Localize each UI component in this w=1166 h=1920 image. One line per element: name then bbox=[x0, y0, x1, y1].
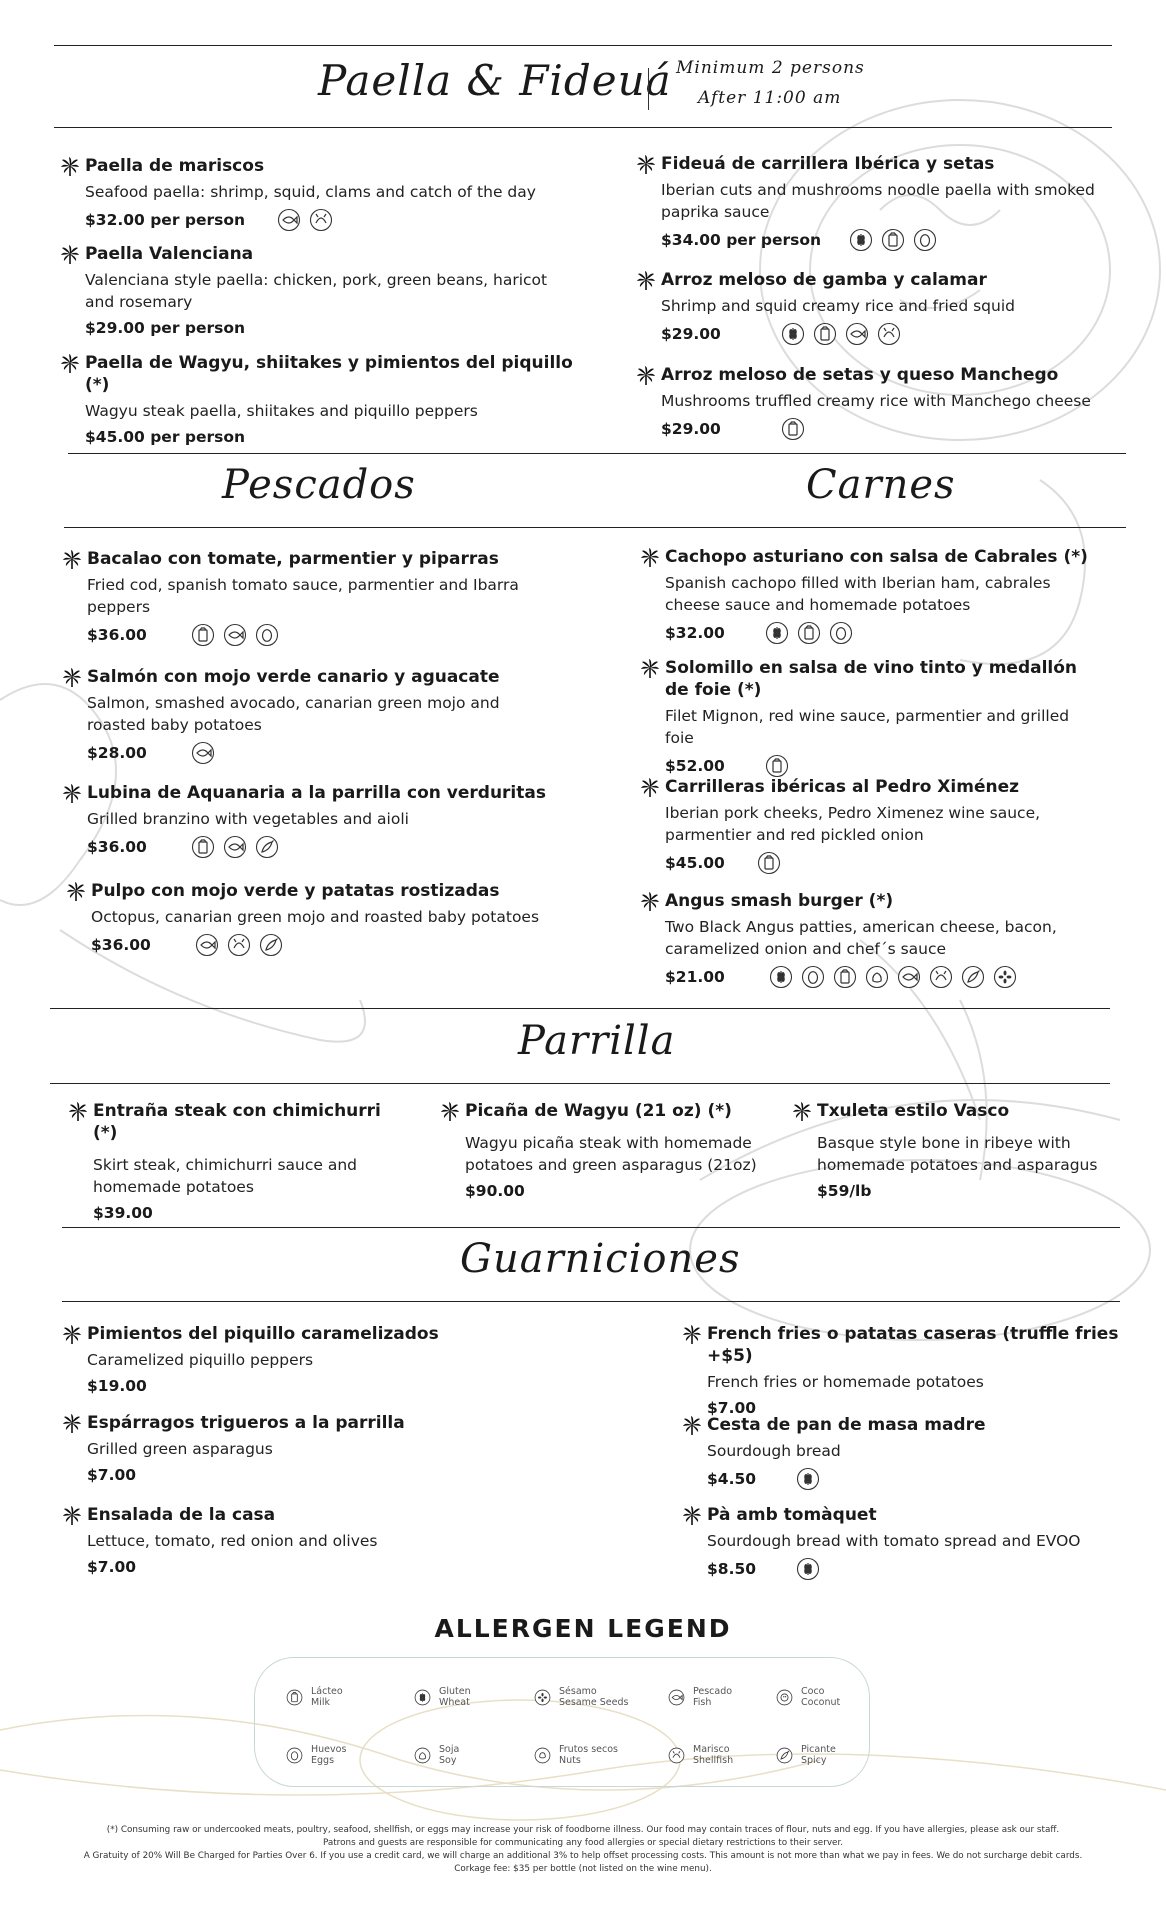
item-price: $7.00 bbox=[87, 1558, 137, 1576]
fish-icon bbox=[191, 741, 215, 765]
gluten-icon bbox=[796, 1557, 820, 1581]
item-name bbox=[60, 155, 580, 177]
fish-icon bbox=[277, 208, 301, 232]
legend-text bbox=[559, 1686, 628, 1708]
item-price: $36.00 bbox=[87, 838, 147, 856]
item-name bbox=[682, 1504, 1152, 1526]
legend-text bbox=[439, 1686, 471, 1708]
item-price-row bbox=[636, 417, 1096, 441]
legend-label-en: Sesame Seeds bbox=[559, 1697, 629, 1708]
legend-label-es: Pescado bbox=[693, 1686, 733, 1697]
legend-label-en: Shellfish bbox=[693, 1755, 734, 1766]
item-description: Wagyu steak paella, shiitakes and piquillo peppers bbox=[85, 402, 478, 420]
item-name-text: Pimientos del piquillo caramelizados bbox=[87, 1324, 439, 1344]
item-price: $7.00 bbox=[87, 1466, 137, 1484]
shellfish-icon bbox=[668, 1747, 685, 1764]
menu-item bbox=[640, 657, 1100, 778]
menu-item bbox=[640, 776, 1100, 875]
item-name bbox=[640, 657, 1100, 701]
palm-leaf-icon bbox=[640, 658, 660, 678]
palm-leaf-icon bbox=[62, 667, 82, 687]
minimum-note: Minimum 2 persons bbox=[676, 58, 865, 78]
item-price-row bbox=[60, 427, 580, 447]
item-name-text: Entraña steak con chimichurri (*) bbox=[93, 1101, 381, 1143]
item-name bbox=[636, 364, 1096, 386]
coconut-icon bbox=[776, 1689, 793, 1706]
allergen-icons bbox=[781, 322, 901, 346]
item-description: Skirt steak, chimichurri sauce and homemade potatoes bbox=[93, 1156, 357, 1196]
allergen-legend-title: ALLERGEN LEGEND bbox=[434, 1614, 732, 1643]
item-price: $34.00 per person bbox=[661, 231, 822, 249]
item-price: $90.00 bbox=[465, 1182, 525, 1200]
palm-leaf-icon bbox=[636, 270, 656, 290]
parrilla-section-title: Parrilla bbox=[518, 1018, 676, 1064]
menu-item bbox=[60, 155, 580, 232]
item-name bbox=[60, 243, 580, 265]
nuts-icon bbox=[534, 1747, 551, 1764]
menu-item bbox=[636, 364, 1096, 441]
item-price-row bbox=[62, 1376, 582, 1396]
footnote-line: Corkage fee: $35 per bottle (not listed on the wine menu). bbox=[454, 1864, 712, 1874]
item-name bbox=[636, 269, 1096, 291]
milk-icon bbox=[286, 1689, 303, 1706]
legend-label-es: Coco bbox=[801, 1686, 825, 1697]
item-price-row bbox=[682, 1467, 1152, 1491]
item-description: Sourdough bread with tomato spread and EVOO bbox=[707, 1532, 1081, 1550]
milk-icon bbox=[191, 835, 215, 859]
allergen-icons bbox=[769, 965, 1017, 989]
item-price-row bbox=[60, 318, 580, 338]
gluten-icon bbox=[769, 965, 793, 989]
legend-text bbox=[439, 1744, 459, 1766]
menu-item bbox=[682, 1414, 1152, 1491]
item-price: $29.00 bbox=[661, 325, 721, 343]
item-price-row bbox=[640, 851, 1100, 875]
item-name bbox=[792, 1100, 1122, 1122]
menu-item bbox=[636, 269, 1096, 346]
footnotes bbox=[40, 1824, 1126, 1876]
menu-item bbox=[62, 666, 562, 765]
item-description: Fried cod, spanish tomato sauce, parmentier and Ibarra peppers bbox=[87, 576, 519, 616]
allergen-icons bbox=[191, 835, 279, 859]
item-price-row bbox=[62, 623, 562, 647]
fish-icon bbox=[845, 322, 869, 346]
allergen-icons bbox=[195, 933, 283, 957]
item-price: $7.00 bbox=[707, 1399, 757, 1417]
palm-leaf-icon bbox=[640, 891, 660, 911]
palm-leaf-icon bbox=[62, 1505, 82, 1525]
legend-entry bbox=[668, 1686, 732, 1708]
item-price-row bbox=[640, 965, 1100, 989]
allergen-icons bbox=[796, 1557, 820, 1581]
item-description: Salmon, smashed avocado, canarian green mojo and roasted baby potatoes bbox=[87, 694, 500, 734]
item-price-row bbox=[682, 1557, 1152, 1581]
legend-label-es: Marisco bbox=[693, 1744, 730, 1755]
palm-leaf-icon bbox=[640, 777, 660, 797]
fish-icon bbox=[195, 933, 219, 957]
legend-text bbox=[693, 1744, 733, 1766]
item-name-text: Picaña de Wagyu (21 oz) (*) bbox=[465, 1101, 732, 1121]
legend-label-en: Eggs bbox=[311, 1755, 335, 1766]
item-name bbox=[68, 1100, 388, 1144]
item-description: Octopus, canarian green mojo and roasted baby potatoes bbox=[91, 908, 540, 926]
pescados-bottom-rule bbox=[64, 527, 1126, 528]
fish-icon bbox=[223, 623, 247, 647]
allergen-icons bbox=[277, 208, 333, 232]
item-price: $28.00 bbox=[87, 744, 147, 762]
legend-text bbox=[801, 1686, 840, 1708]
item-description: French fries or homemade potatoes bbox=[707, 1373, 984, 1391]
palm-leaf-icon bbox=[682, 1415, 702, 1435]
fish-icon bbox=[223, 835, 247, 859]
paella-section-title: Paella & Fideuá bbox=[318, 56, 672, 105]
item-name bbox=[62, 666, 562, 688]
milk-icon bbox=[781, 417, 805, 441]
item-name bbox=[62, 1323, 582, 1345]
paella-bottom-rule bbox=[54, 127, 1112, 128]
item-name-text: Bacalao con tomate, parmentier y piparras bbox=[87, 549, 499, 569]
item-description: Lettuce, tomato, red onion and olives bbox=[87, 1532, 378, 1550]
item-name bbox=[60, 352, 580, 396]
legend-label-es: Huevos bbox=[311, 1744, 347, 1755]
shellfish-icon bbox=[929, 965, 953, 989]
item-price: $36.00 bbox=[91, 936, 151, 954]
soy-icon bbox=[414, 1747, 431, 1764]
item-description: Valenciana style paella: chicken, pork, green beans, haricot and rosemary bbox=[85, 271, 548, 311]
allergen-legend-box bbox=[254, 1657, 870, 1787]
item-price: $59/lb bbox=[817, 1182, 872, 1200]
item-description: Two Black Angus patties, american cheese, bacon, caramelized onion and chef´s sauce bbox=[665, 918, 1057, 958]
menu-item bbox=[640, 546, 1100, 645]
legend-text bbox=[693, 1686, 732, 1708]
legend-label-es: Sésamo bbox=[559, 1686, 597, 1697]
item-price: $36.00 bbox=[87, 626, 147, 644]
item-name-text: Pulpo con mojo verde y patatas rostizadas bbox=[91, 881, 500, 901]
menu-item bbox=[60, 352, 580, 447]
item-name bbox=[62, 1504, 582, 1526]
legend-entry bbox=[776, 1744, 836, 1766]
legend-entry bbox=[668, 1744, 733, 1766]
allergen-icons bbox=[191, 741, 215, 765]
legend-entry bbox=[776, 1686, 840, 1708]
item-price-row bbox=[636, 228, 1096, 252]
menu-item bbox=[60, 243, 580, 338]
pescados-section-title: Pescados bbox=[222, 462, 416, 508]
menu-item bbox=[640, 890, 1100, 989]
item-price-row bbox=[62, 835, 562, 859]
menu-item bbox=[62, 1323, 582, 1396]
palm-leaf-icon bbox=[440, 1101, 460, 1121]
item-name bbox=[62, 782, 562, 804]
palm-leaf-icon bbox=[792, 1101, 812, 1121]
egg-icon bbox=[829, 621, 853, 645]
item-name-text: Fideuá de carrillera Ibérica y setas bbox=[661, 154, 995, 174]
sesame-icon bbox=[993, 965, 1017, 989]
item-name bbox=[640, 890, 1100, 912]
item-price-row bbox=[440, 1181, 770, 1201]
palm-leaf-icon bbox=[640, 547, 660, 567]
legend-text bbox=[311, 1686, 343, 1708]
milk-icon bbox=[797, 621, 821, 645]
item-price-row bbox=[640, 754, 1100, 778]
palm-leaf-icon bbox=[68, 1101, 88, 1121]
item-price: $21.00 bbox=[665, 968, 725, 986]
item-name bbox=[66, 880, 566, 902]
menu-item bbox=[62, 782, 562, 859]
legend-text bbox=[311, 1744, 346, 1766]
allergen-icons bbox=[765, 754, 789, 778]
allergen-icons bbox=[849, 228, 937, 252]
item-name-text: French fries o patatas caseras (truffle fries +$5) bbox=[707, 1324, 1119, 1366]
menu-item bbox=[66, 880, 566, 957]
gluten-icon bbox=[781, 322, 805, 346]
item-name-text: Espárragos trigueros a la parrilla bbox=[87, 1413, 405, 1433]
legend-entry bbox=[286, 1744, 346, 1766]
item-name bbox=[682, 1414, 1152, 1436]
fish-icon bbox=[897, 965, 921, 989]
item-description: Grilled green asparagus bbox=[87, 1440, 273, 1458]
menu-item bbox=[440, 1100, 770, 1201]
item-price-row bbox=[62, 1465, 582, 1485]
fish-icon bbox=[668, 1689, 685, 1706]
guarniciones-top-rule bbox=[62, 1227, 1120, 1228]
item-name bbox=[440, 1100, 770, 1122]
sesame-icon bbox=[534, 1689, 551, 1706]
palm-leaf-icon bbox=[60, 244, 80, 264]
item-name bbox=[62, 1412, 582, 1434]
palm-leaf-icon bbox=[60, 156, 80, 176]
parrilla-bottom-rule bbox=[50, 1083, 1110, 1084]
item-description: Basque style bone in ribeye with homemade potatoes and asparagus bbox=[817, 1134, 1098, 1174]
item-description: Iberian pork cheeks, Pedro Ximenez wine sauce, parmentier and red pickled onion bbox=[665, 804, 1041, 844]
legend-entry bbox=[534, 1744, 618, 1766]
item-name-text: Txuleta estilo Vasco bbox=[817, 1101, 1010, 1121]
parrilla-top-rule bbox=[50, 1008, 1110, 1009]
menu-item bbox=[636, 153, 1096, 252]
item-name-text: Paella de mariscos bbox=[85, 156, 265, 176]
header-divider bbox=[648, 68, 649, 110]
legend-label-en: Coconut bbox=[801, 1697, 841, 1708]
item-price-row bbox=[68, 1203, 388, 1223]
spicy-icon bbox=[255, 835, 279, 859]
allergen-icons bbox=[781, 417, 805, 441]
item-price-row bbox=[60, 208, 580, 232]
egg-icon bbox=[255, 623, 279, 647]
item-name-text: Lubina de Aquanaria a la parrilla con verduritas bbox=[87, 783, 546, 803]
allergen-icons bbox=[765, 621, 853, 645]
milk-icon bbox=[813, 322, 837, 346]
item-description: Shrimp and squid creamy rice and fried squid bbox=[661, 297, 1015, 315]
item-description: Caramelized piquillo peppers bbox=[87, 1351, 314, 1369]
item-name-text: Cachopo asturiano con salsa de Cabrales (*) bbox=[665, 547, 1088, 567]
item-name bbox=[640, 776, 1100, 798]
item-price: $29.00 bbox=[661, 420, 721, 438]
egg-icon bbox=[801, 965, 825, 989]
item-name-text: Salmón con mojo verde canario y aguacate bbox=[87, 667, 500, 687]
legend-label-en: Milk bbox=[311, 1697, 330, 1708]
legend-entry bbox=[414, 1744, 459, 1766]
item-price: $4.50 bbox=[707, 1470, 757, 1488]
item-name-text: Ensalada de la casa bbox=[87, 1505, 276, 1525]
guarniciones-section-title: Guarniciones bbox=[460, 1236, 741, 1282]
legend-label-en: Wheat bbox=[439, 1697, 470, 1708]
menu-item bbox=[68, 1100, 388, 1223]
item-price: $45.00 bbox=[665, 854, 725, 872]
shellfish-icon bbox=[877, 322, 901, 346]
spicy-icon bbox=[259, 933, 283, 957]
item-price: $19.00 bbox=[87, 1377, 147, 1395]
soy-icon bbox=[865, 965, 889, 989]
time-note: After 11:00 am bbox=[698, 88, 842, 108]
item-name-text: Arroz meloso de setas y queso Manchego bbox=[661, 365, 1059, 385]
gluten-icon bbox=[849, 228, 873, 252]
item-price: $32.00 per person bbox=[85, 211, 246, 229]
milk-icon bbox=[881, 228, 905, 252]
item-price-row bbox=[792, 1181, 1122, 1201]
legend-label-en: Fish bbox=[693, 1697, 712, 1708]
menu-item bbox=[792, 1100, 1122, 1201]
allergen-icons bbox=[796, 1467, 820, 1491]
item-name-text: Angus smash burger (*) bbox=[665, 891, 894, 911]
egg-icon bbox=[286, 1747, 303, 1764]
menu-item bbox=[682, 1323, 1152, 1418]
legend-entry bbox=[286, 1686, 343, 1708]
item-description: Wagyu picaña steak with homemade potatoes and green asparagus (21oz) bbox=[465, 1134, 757, 1174]
item-description: Iberian cuts and mushrooms noodle paella with smoked paprika sauce bbox=[661, 181, 1095, 221]
milk-icon bbox=[833, 965, 857, 989]
item-name bbox=[62, 548, 562, 570]
palm-leaf-icon bbox=[60, 353, 80, 373]
item-price: $8.50 bbox=[707, 1560, 757, 1578]
gluten-icon bbox=[414, 1689, 431, 1706]
legend-label-en: Nuts bbox=[559, 1755, 581, 1766]
milk-icon bbox=[757, 851, 781, 875]
milk-icon bbox=[765, 754, 789, 778]
item-price-row bbox=[62, 741, 562, 765]
spicy-icon bbox=[961, 965, 985, 989]
item-name-text: Solomillo en salsa de vino tinto y medallón de foie (*) bbox=[665, 658, 1078, 700]
legend-entry bbox=[414, 1686, 471, 1708]
legend-label-es: Soja bbox=[439, 1744, 460, 1755]
item-price-row bbox=[66, 933, 566, 957]
item-price-row bbox=[636, 322, 1096, 346]
item-name-text: Arroz meloso de gamba y calamar bbox=[661, 270, 987, 290]
palm-leaf-icon bbox=[636, 365, 656, 385]
menu-item bbox=[62, 548, 562, 647]
menu-item bbox=[62, 1504, 582, 1577]
item-name-text: Paella de Wagyu, shiitakes y pimientos del piquillo (*) bbox=[85, 353, 573, 395]
item-price-row bbox=[640, 621, 1100, 645]
legend-text bbox=[801, 1744, 836, 1766]
item-name-text: Paella Valenciana bbox=[85, 244, 254, 264]
palm-leaf-icon bbox=[62, 1324, 82, 1344]
legend-entry bbox=[534, 1686, 628, 1708]
guarniciones-bottom-rule bbox=[62, 1301, 1120, 1302]
allergen-icons bbox=[757, 851, 781, 875]
item-description: Mushrooms truffled creamy rice with Manchego cheese bbox=[661, 392, 1091, 410]
item-price: $39.00 bbox=[93, 1204, 153, 1222]
item-description: Spanish cachopo filled with Iberian ham, cabrales cheese sauce and homemade potatoes bbox=[665, 574, 1051, 614]
palm-leaf-icon bbox=[682, 1324, 702, 1344]
item-description: Grilled branzino with vegetables and aioli bbox=[87, 810, 409, 828]
palm-leaf-icon bbox=[636, 154, 656, 174]
item-description: Sourdough bread bbox=[707, 1442, 841, 1460]
palm-leaf-icon bbox=[62, 1413, 82, 1433]
item-price: $52.00 bbox=[665, 757, 725, 775]
item-name bbox=[640, 546, 1100, 568]
item-price: $45.00 per person bbox=[85, 428, 246, 446]
palm-leaf-icon bbox=[66, 881, 86, 901]
carnes-section-title: Carnes bbox=[806, 462, 956, 508]
item-price: $29.00 per person bbox=[85, 319, 246, 337]
item-description: Filet Mignon, red wine sauce, parmentier and grilled foie bbox=[665, 707, 1070, 747]
shellfish-icon bbox=[227, 933, 251, 957]
item-name bbox=[682, 1323, 1152, 1367]
item-price: $32.00 bbox=[665, 624, 725, 642]
footnote-line: A Gratuity of 20% Will Be Charged for Parties Over 6. If you use a credit card, we will charge an additional 3% to help offset processing costs. This amount is not more than what we pay in fees. We do not surcharge debit cards. bbox=[83, 1851, 1083, 1861]
shellfish-icon bbox=[309, 208, 333, 232]
menu-item bbox=[682, 1504, 1152, 1581]
pescados-top-rule bbox=[68, 453, 1126, 454]
milk-icon bbox=[191, 623, 215, 647]
gluten-icon bbox=[765, 621, 789, 645]
legend-label-es: Gluten bbox=[439, 1686, 471, 1697]
item-name-text: Pà amb tomàquet bbox=[707, 1505, 877, 1525]
top-rule bbox=[54, 45, 1112, 46]
palm-leaf-icon bbox=[62, 549, 82, 569]
gluten-icon bbox=[796, 1467, 820, 1491]
legend-label-en: Soy bbox=[439, 1755, 457, 1766]
legend-label-es: Frutos secos bbox=[559, 1744, 618, 1755]
legend-label-en: Spicy bbox=[801, 1755, 827, 1766]
legend-label-es: Lácteo bbox=[311, 1686, 343, 1697]
palm-leaf-icon bbox=[62, 783, 82, 803]
allergen-icons bbox=[191, 623, 279, 647]
palm-leaf-icon bbox=[682, 1505, 702, 1525]
item-name bbox=[636, 153, 1096, 175]
legend-text bbox=[559, 1744, 618, 1766]
legend-label-es: Picante bbox=[801, 1744, 836, 1755]
egg-icon bbox=[913, 228, 937, 252]
spicy-icon bbox=[776, 1747, 793, 1764]
item-price-row bbox=[62, 1557, 582, 1577]
footnote-line: Patrons and guests are responsible for communicating any food allergies or special dietary restrictions to their server. bbox=[322, 1838, 844, 1848]
item-name-text: Cesta de pan de masa madre bbox=[707, 1415, 986, 1435]
menu-item bbox=[62, 1412, 582, 1485]
item-description: Seafood paella: shrimp, squid, clams and catch of the day bbox=[85, 183, 536, 201]
footnote-line: (*) Consuming raw or undercooked meats, poultry, seafood, shellfish, or eggs may increase your risk of foodborne illness. Our food may contain traces of flour, nuts and egg. If you have allergies, please ask our staff. bbox=[106, 1825, 1060, 1835]
item-name-text: Carrilleras ibéricas al Pedro Ximénez bbox=[665, 777, 1020, 797]
